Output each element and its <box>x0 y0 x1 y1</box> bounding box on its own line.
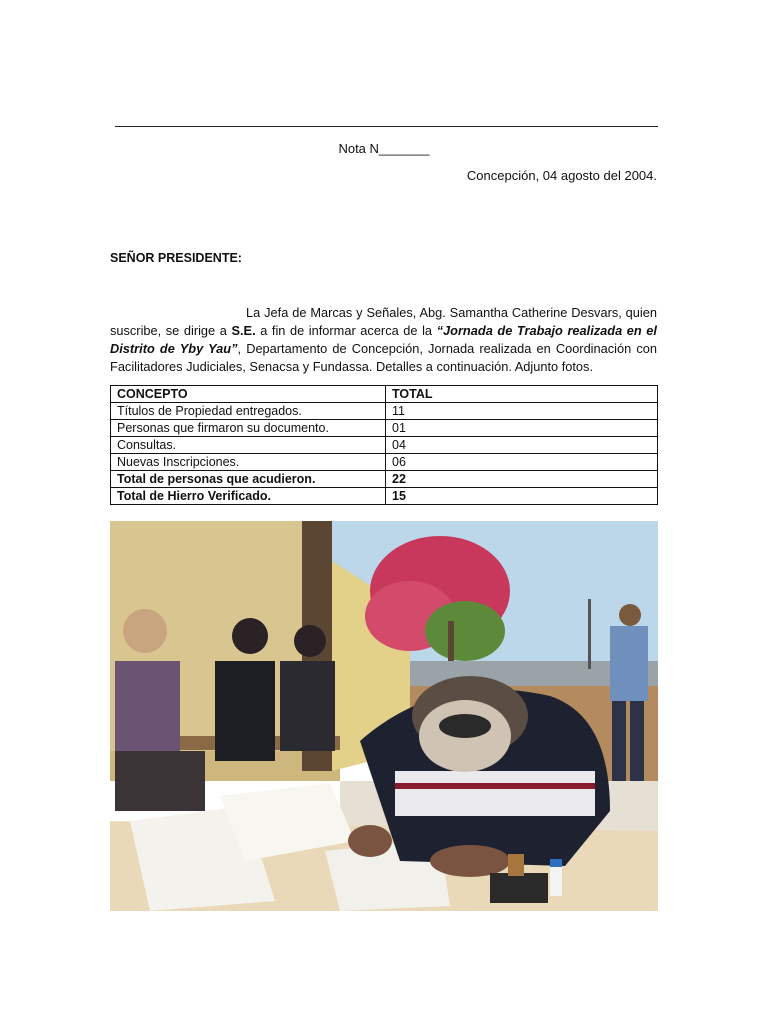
table-cell-total: 01 <box>386 420 658 437</box>
table-cell-concepto: Consultas. <box>111 437 386 454</box>
nota-number: Nota N_______ <box>338 141 430 156</box>
body-text-3: , Departamento de Concepción, Jornada realizada en Coordinación con Facilitadores Judiciales, Senacsa y Fundassa. Detalles a continuación. Adjunto fotos. <box>110 341 657 374</box>
body-jornada: “Jornada de Trabajo realizada en el Distrito de Yby Yau” <box>110 323 657 356</box>
event-photo <box>110 521 658 911</box>
table-row <box>111 471 658 488</box>
body-se: S.E. <box>231 323 256 338</box>
table-cell-total: 11 <box>386 403 658 420</box>
table-cell-concepto: Total de Hierro Verificado. <box>111 488 386 505</box>
table-row <box>111 454 658 471</box>
table-row <box>111 488 658 505</box>
table-row <box>111 420 658 437</box>
table-row <box>111 437 658 454</box>
summary-table <box>110 385 658 505</box>
table-cell-total: 22 <box>386 471 658 488</box>
table-cell-total: 15 <box>386 488 658 505</box>
document-date: Concepción, 04 agosto del 2004. <box>466 168 657 183</box>
body-text-2: a fin de informar acerca de la <box>255 323 437 338</box>
salutation: SEÑOR PRESIDENTE: <box>110 251 242 265</box>
table-cell-concepto: Personas que firmaron su documento. <box>111 420 386 437</box>
table-row <box>111 403 658 420</box>
table-header-concepto: CONCEPTO <box>111 386 386 403</box>
table-cell-concepto: Títulos de Propiedad entregados. <box>111 403 386 420</box>
table-header-row <box>111 386 658 403</box>
header-rule <box>115 126 658 127</box>
table-header-total: TOTAL <box>386 386 658 403</box>
table-cell-concepto: Nuevas Inscripciones. <box>111 454 386 471</box>
table-cell-concepto: Total de personas que acudieron. <box>111 471 386 488</box>
body-paragraph <box>110 304 657 376</box>
table-cell-total: 06 <box>386 454 658 471</box>
table-cell-total: 04 <box>386 437 658 454</box>
body-text-1: La Jefa de Marcas y Señales, Abg. Samantha Catherine Desvars, quien suscribe, se dirige a <box>110 305 657 338</box>
